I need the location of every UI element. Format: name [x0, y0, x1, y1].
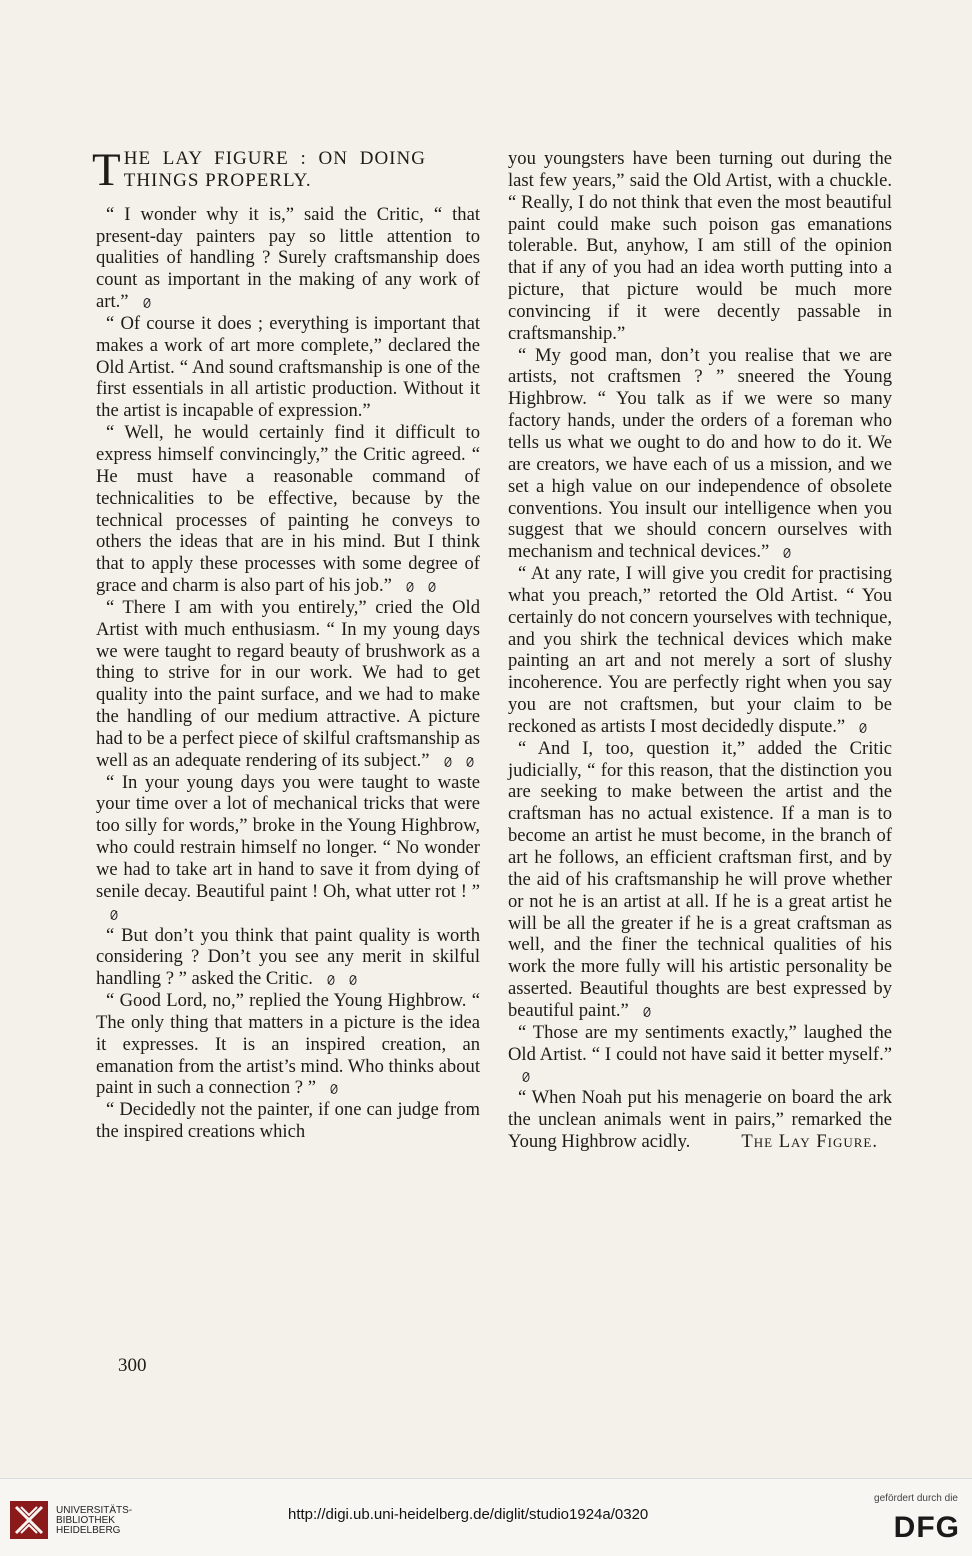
leaf-ornament-icon	[522, 1072, 530, 1082]
paragraph: “ At any rate, I will give you credit for practising what you preach,” retorted the Old Artist. “ You certainly do not concern yourselves with technique, and you shirk the technical devices which make painting an art and not merely a sort of slushy incoherence. You are perfectly right when you say you are not craftsmen, but your claim to be reckoned as artists I most decidedly dispute.”	[508, 563, 892, 737]
institution-name: UNIVERSITÄTS- BIBLIOTHEK HEIDELBERG	[56, 1505, 133, 1536]
paragraph: you youngsters have been turning out during the last few years,” said the Old Artist, with a chuckle. “ Really, I do not think that even the most beautiful paint could make such poison gas emanations tolerable. But, anyhow, I am still of the opinion that if any of you had an idea worth putting into a picture, that picture would be much more convincing if it were decently passable in craftsmanship.”	[508, 148, 892, 344]
title-dropcap: T	[92, 144, 122, 196]
leaf-ornament-icon	[643, 1007, 651, 1017]
leaf-ornament-icon	[110, 910, 118, 920]
paragraph: “ When Noah put his menagerie on board the ark the unclean animals went in pairs,” remarked the Young Highbrow acidly. The Lay Figure.	[508, 1087, 892, 1152]
paragraph: “ I wonder why it is,” said the Critic, “ that present-day painters pay so little attention to qualities of handling ? Surely craftsmanship does count as important in the making of any work of art.”	[96, 203, 480, 313]
paragraph: “ My good man, don’t you realise that we are artists, not craftsmen ? ” sneered the Young Highbrow. “ You talk as if we were so many factory hands, under the orders of a foreman who tells us what we ought to do and how to do it. We are creators, we have each of us a mission, and we set a high value on our independence of obsolete conventions. You insult our intelligence when you suggest that we should concern ourselves with mechanism and technical devices.”	[508, 344, 892, 563]
article-title	[92, 144, 480, 196]
leaf-ornament-icon	[783, 548, 791, 558]
paragraph: “ There I am with you entirely,” cried the Old Artist with much enthusiasm. “ In my young days we were taught to regard beauty of brushwork as a thing to strive for in our work. We had to get quality into the paint surface, and we had to make the handling of our medium attractive. A picture had to be a perfect piece of skilful craftsmanship as well as an adequate rendering of its subject.”	[96, 596, 480, 771]
paragraph: “ Those are my sentiments exactly,” laughed the Old Artist. “ I could not have said it better myself.”	[508, 1022, 892, 1088]
paragraph: “ But don’t you think that paint quality is worth considering ? Don’t you see any merit in skilful handling ? ” asked the Critic.	[96, 924, 480, 990]
funded-by-label: gefördert durch die	[874, 1493, 958, 1504]
paragraph: “ Well, he would certainly find it difficult to express himself convincingly,” the Critic agreed. “ He must have a reasonable command of technicalities to be effective, because by the technical processes of painting he conveys to others the ideas that are in his mind. But I think that to apply these processes with some degree of grace and charm is also part of his job.”	[96, 422, 480, 597]
paragraph: “ Good Lord, no,” replied the Young Highbrow. “ The only thing that matters in a picture is the idea it expresses. It is an inspired creation, an emanation from the artist’s mind. Who thinks about paint in such a connection ? ”	[96, 990, 480, 1099]
leaf-ornament-icon	[428, 582, 436, 592]
title-line-2: THINGS PROPERLY.	[123, 169, 312, 191]
leaf-ornament-icon	[444, 757, 452, 767]
dfg-logo: DFG	[893, 1511, 960, 1544]
leaf-ornament-icon	[327, 975, 335, 985]
paragraph: “ And I, too, question it,” added the Critic judicially, “ for this reason, that the distinction you are seeking to make between the artist and the craftsman has no actual existence. If a man is to become an artist he must become, in the branch of art he follows, an efficient craftsman first, and by the aid of his craftsmanship he will prove whether or not he is an artist at all. If he is a great artist he will be all the greater if he is a great craftsman as well, and the finer the technical qualities of his work the more fully will his artistic personality be asserted. Beautiful thoughts are best expressed by beautiful paint.”	[508, 737, 892, 1021]
leaf-ornament-icon	[330, 1084, 338, 1094]
viewer-footer	[0, 1478, 972, 1556]
leaf-ornament-icon	[143, 298, 151, 308]
paragraph: “ Of course it does ; everything is important that makes a work of art more complete,” declared the Old Artist. “ And sound craftsmanship is one of the first essentials in all artistic production. Without it the artist is incapable of expression.”	[96, 312, 480, 422]
source-url-link[interactable]: http://digi.ub.uni-heidelberg.de/diglit/studio1924a/0320	[288, 1506, 649, 1523]
left-column	[92, 144, 480, 1143]
paragraph: “ Decidedly not the painter, if one can judge from the inspired creations which	[96, 1099, 480, 1143]
university-seal-icon	[8, 1499, 50, 1541]
title-line-1: HE LAY FIGURE : ON DOING	[123, 148, 426, 169]
leaf-ornament-icon	[859, 723, 867, 733]
leaf-ornament-icon	[466, 757, 474, 767]
signature: The Lay Figure.	[741, 1130, 878, 1152]
right-column	[508, 148, 892, 1153]
leaf-ornament-icon	[349, 975, 357, 985]
page-number: 300	[118, 1355, 147, 1376]
leaf-ornament-icon	[406, 582, 414, 592]
paragraph: “ In your young days you were taught to waste your time over a lot of mechanical tricks that were too silly for words,” broke in the Young Highbrow, who could restrain himself no longer. “ No wonder we had to take art in hand to save it from dying of senile decay. Beautiful paint ! Oh, what utter rot ! ”	[96, 772, 480, 925]
